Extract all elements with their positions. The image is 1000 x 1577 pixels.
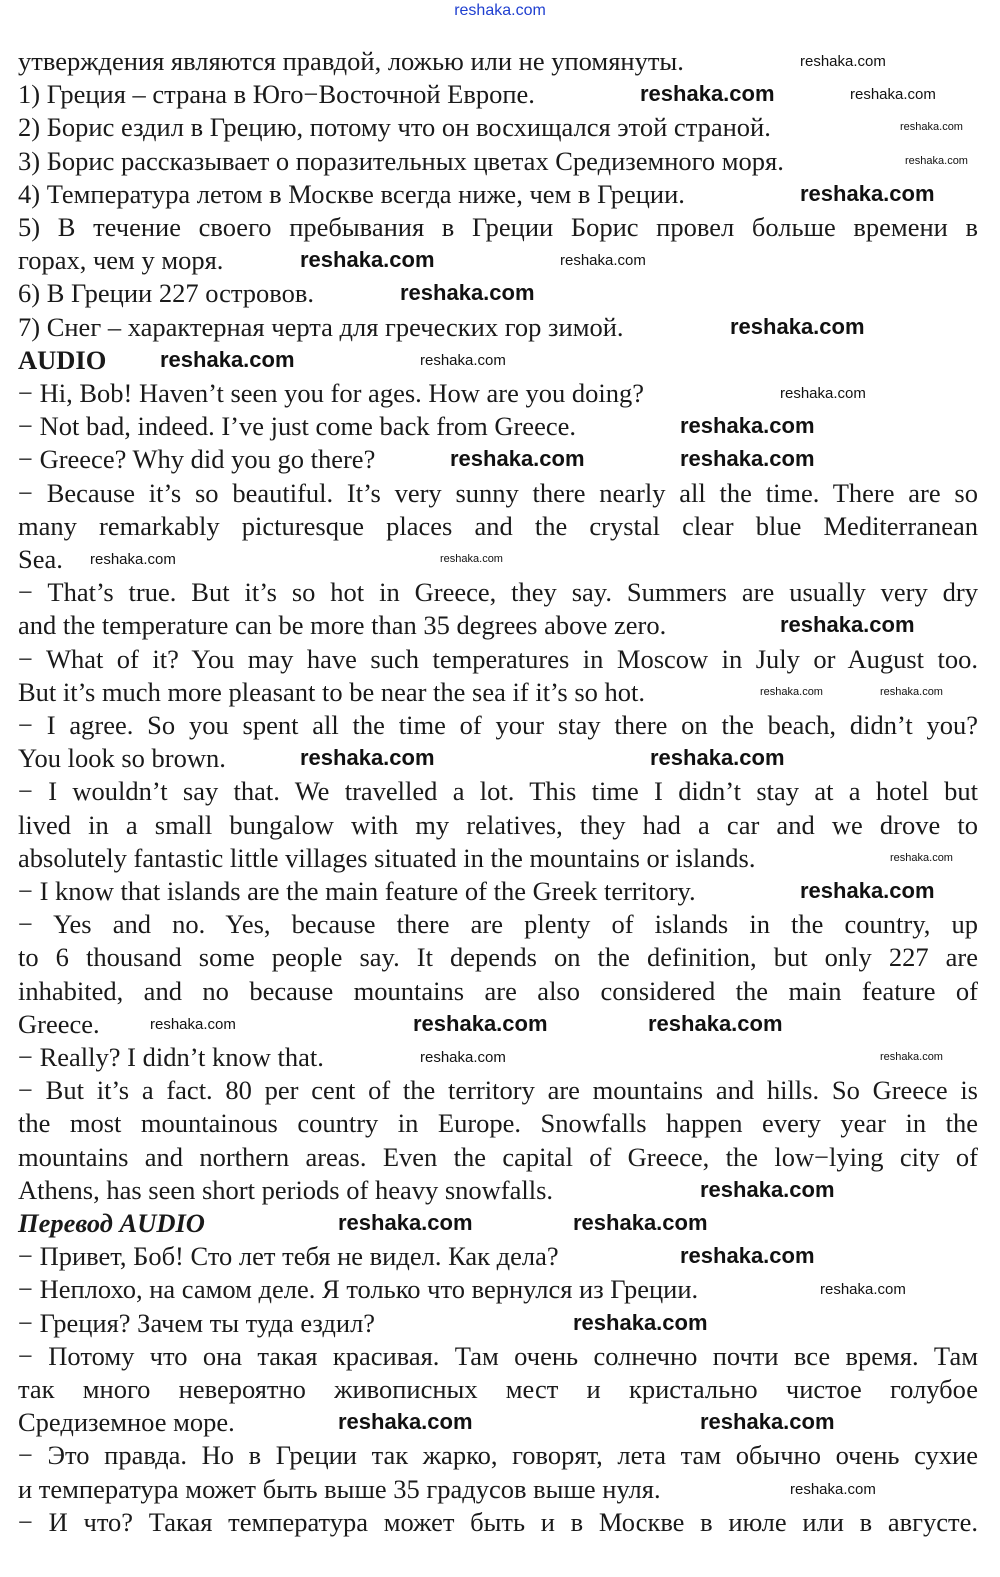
watermark: reshaka.com <box>900 121 963 134</box>
text-line: − But it’s a fact. 80 per cent of the territory are mountains and hills. So Greece is <box>18 1075 978 1106</box>
text-line: − Привет, Боб! Сто лет тебя не видел. Как дела? <box>18 1241 559 1272</box>
watermark: reshaka.com <box>90 551 176 568</box>
text-line: absolutely fantastic little villages situated in the mountains or islands. <box>18 842 756 873</box>
text-line: − What of it? You may have such temperatures in Moscow in July or August too. <box>18 643 978 674</box>
text-line: − Because it’s so beautiful. It’s very sunny there nearly all the time. There are so <box>18 477 978 508</box>
text-line: − Потому что она такая красивая. Там очень солнечно почти все время. Там <box>18 1340 978 1371</box>
watermark: reshaka.com <box>700 1409 835 1435</box>
watermark: reshaka.com <box>800 180 935 206</box>
text-line: You look so brown. <box>18 743 226 774</box>
text-line: 5) В течение своего пребывания в Греции Борис провел больше времени в <box>18 212 978 242</box>
watermark: reshaka.com <box>338 1210 473 1235</box>
section-heading: Перевод AUDIO <box>18 1208 205 1238</box>
watermark: reshaka.com <box>650 745 785 771</box>
watermark: reshaka.com <box>890 851 953 864</box>
text-line: But it’s much more pleasant to be near the sea if it’s so hot. <box>18 676 646 707</box>
watermark: reshaka.com <box>300 745 435 771</box>
text-line: − И что? Такая температура может быть и в Москве в июле или в августе. <box>18 1506 978 1537</box>
text-line: inhabited, and no because mountains are also considered the main feature of <box>18 975 978 1006</box>
text-line: 4) Температура летом в Москве всегда ниже, чем в Греции. <box>18 178 685 209</box>
watermark: reshaka.com <box>800 53 886 70</box>
watermark: reshaka.com <box>440 553 503 565</box>
watermark: reshaka.com <box>560 252 646 270</box>
text-line: − Greece? Why did you go there? <box>18 444 376 475</box>
watermark: reshaka.com <box>420 1049 506 1066</box>
text-line: и температура может быть выше 35 градусов выше нуля. <box>18 1473 661 1504</box>
text-line: mountains and northern areas. Even the capital of Greece, the low−lying city of <box>18 1141 978 1172</box>
text-line: − Греция? Зачем ты туда ездил? <box>18 1307 376 1338</box>
header-watermark: reshaka.com <box>454 2 546 19</box>
text-line: горах, чем у моря. <box>18 245 224 276</box>
watermark: reshaka.com <box>450 446 585 472</box>
text-line: lived in a small bungalow with my relatives, they had a car and we drove to <box>18 809 978 840</box>
watermark: reshaka.com <box>573 1210 708 1235</box>
watermark: reshaka.com <box>800 878 935 903</box>
watermark: reshaka.com <box>700 1176 835 1202</box>
text-line: − That’s true. But it’s so hot in Greece, they say. Summers are usually very dry <box>18 577 978 608</box>
text-line: − I wouldn’t say that. We travelled a lot. This time I didn’t stay at a hotel but <box>18 776 978 807</box>
watermark: reshaka.com <box>648 1010 783 1036</box>
watermark: reshaka.com <box>680 1243 815 1269</box>
watermark: reshaka.com <box>150 1015 236 1033</box>
watermark: reshaka.com <box>573 1309 708 1335</box>
text-line: утверждения являются правдой, ложью или не упомянуты. <box>18 46 684 76</box>
text-line: − Это правда. Но в Греции так жарко, говорят, лета там обычно очень сухие <box>18 1440 978 1471</box>
text-line: Средиземное море. <box>18 1407 235 1438</box>
watermark: reshaka.com <box>160 346 295 372</box>
text-line: and the temperature can be more than 35 degrees above zero. <box>18 610 667 641</box>
text-line: − Really? I didn’t know that. <box>18 1042 324 1072</box>
watermark: reshaka.com <box>730 313 865 339</box>
text-line: так много невероятно живописных мест и кристально чистое голубое <box>18 1374 978 1404</box>
text-line: 2) Борис ездил в Грецию, потому что он восхищался этой страной. <box>18 112 771 143</box>
watermark: reshaka.com <box>680 413 815 439</box>
watermark: reshaka.com <box>400 280 535 306</box>
text-line: 6) В Греции 227 островов. <box>18 278 315 309</box>
text-line: 1) Греция – страна в Юго−Восточной Европе. <box>18 79 535 110</box>
watermark: reshaka.com <box>880 1051 943 1063</box>
text-line: − Not bad, indeed. I’ve just come back from Greece. <box>18 411 576 442</box>
text-line: − I agree. So you spent all the time of your stay there on the beach, didn’t you? <box>18 710 978 740</box>
section-heading: AUDIO <box>18 344 107 375</box>
watermark: reshaka.com <box>420 351 506 369</box>
watermark: reshaka.com <box>680 446 815 472</box>
text-line: − Hi, Bob! Haven’t seen you for ages. How are you doing? <box>18 378 645 408</box>
watermark: reshaka.com <box>780 612 915 638</box>
watermark: reshaka.com <box>850 86 936 104</box>
text-line: 3) Борис рассказывает о поразительных цветах Средиземного моря. <box>18 145 784 176</box>
watermark: reshaka.com <box>300 247 435 273</box>
watermark: reshaka.com <box>820 1281 906 1299</box>
watermark: reshaka.com <box>780 385 866 402</box>
watermark: reshaka.com <box>880 685 943 698</box>
text-line: − Yes and no. Yes, because there are plenty of islands in the country, up <box>18 909 978 940</box>
text-line: Greece. <box>18 1008 100 1039</box>
watermark: reshaka.com <box>760 685 823 698</box>
watermark: reshaka.com <box>640 81 775 107</box>
text-line: − I know that islands are the main feature of the Greek territory. <box>18 876 696 906</box>
text-line: Sea. <box>18 544 63 574</box>
watermark: reshaka.com <box>338 1409 473 1435</box>
text-line: the most mountainous country in Europe. Snowfalls happen every year in the <box>18 1108 978 1139</box>
watermark: reshaka.com <box>413 1010 548 1036</box>
text-line: 7) Снег – характерная черта для греческих гор зимой. <box>18 311 624 342</box>
text-line: − Неплохо, на самом деле. Я только что вернулся из Греции. <box>18 1274 699 1305</box>
watermark: reshaka.com <box>905 154 968 167</box>
text-line: many remarkably picturesque places and the crystal clear blue Mediterranean <box>18 510 978 541</box>
text-line: to 6 thousand some people say. It depends on the definition, but only 227 are <box>18 942 978 973</box>
watermark: reshaka.com <box>790 1480 876 1498</box>
text-line: Athens, has seen short periods of heavy snowfalls. <box>18 1174 554 1205</box>
